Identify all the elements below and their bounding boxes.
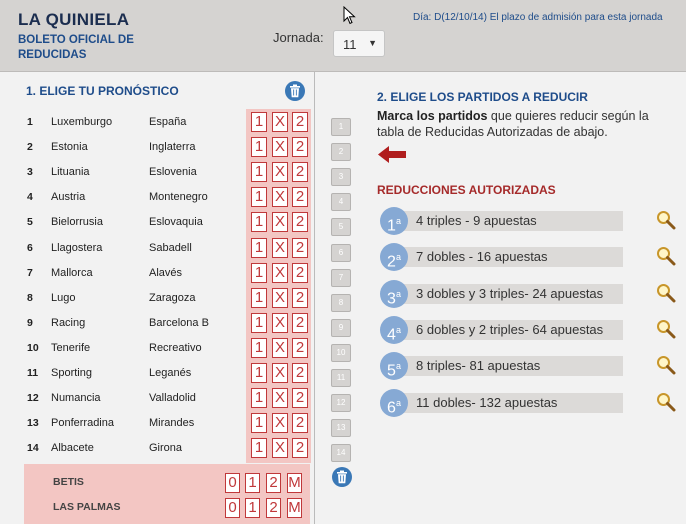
reduction-ordinal: 6 <box>387 398 396 416</box>
sign-box-1[interactable]: 1 <box>251 413 267 433</box>
reduction-label: 7 dobles - 16 apuestas <box>416 249 548 265</box>
sign-box-x[interactable]: X <box>272 363 288 383</box>
reduction-label: 6 dobles y 2 triples- 64 apuestas <box>416 321 604 337</box>
match-number: 1 <box>27 116 33 128</box>
sign-box-2[interactable]: 2 <box>292 162 308 182</box>
sign-box-2[interactable]: 2 <box>292 112 308 132</box>
match-row <box>0 134 246 159</box>
match-row <box>0 109 246 134</box>
reduce-match-button[interactable]: 7 <box>331 269 351 287</box>
pleno-team-home: BETIS <box>53 476 84 488</box>
reduce-match-button[interactable]: 12 <box>331 394 351 412</box>
match-row <box>0 285 246 310</box>
reduce-match-button[interactable]: 11 <box>331 369 351 387</box>
reduction-ordinal-suffix: a <box>395 324 401 335</box>
sign-box-1[interactable]: 1 <box>251 238 267 258</box>
match-number: 11 <box>27 367 39 379</box>
reduction-label: 4 triples - 9 apuestas <box>416 213 537 228</box>
match-row <box>0 410 246 435</box>
reduction-ordinal: 2 <box>387 253 396 271</box>
reduce-match-button[interactable]: 10 <box>331 344 351 362</box>
match-row <box>0 435 246 460</box>
app-subtitle: BOLETO OFICIAL DE REDUCIDAS <box>18 34 134 61</box>
magnifier-icon[interactable] <box>656 210 676 230</box>
match-row <box>0 209 246 234</box>
reduce-match-button[interactable]: 8 <box>331 294 351 312</box>
pleno-sign-box-0[interactable]: 0 <box>225 473 240 493</box>
trash-icon[interactable] <box>285 81 305 101</box>
match-number: 7 <box>27 266 33 279</box>
sign-box-1[interactable]: 1 <box>251 187 267 207</box>
sign-box-1[interactable]: 1 <box>251 313 267 333</box>
sign-box-2[interactable]: 2 <box>292 187 308 207</box>
sign-box-1[interactable]: 1 <box>251 388 267 408</box>
header <box>0 0 686 72</box>
reduction-ordinal-suffix: a <box>395 216 401 226</box>
trash-icon[interactable] <box>332 467 352 487</box>
sign-box-x[interactable]: X <box>272 438 288 458</box>
reduction-option[interactable] <box>380 245 680 271</box>
section2-description <box>377 108 677 140</box>
sign-box-2[interactable]: 2 <box>292 438 308 458</box>
sign-box-x[interactable]: X <box>272 288 288 308</box>
away-team: Girona <box>149 442 183 455</box>
match-number: 9 <box>27 316 33 329</box>
match-number: 2 <box>27 141 33 154</box>
match-number: 5 <box>27 216 33 229</box>
home-team: Mallorca <box>51 266 93 279</box>
jornada-label: Jornada: <box>273 30 324 45</box>
section1-title: 1. ELIGE TU PRONÓSTICO <box>26 84 179 98</box>
match-number: 12 <box>27 392 39 405</box>
match-number: 10 <box>27 341 39 354</box>
magnifier-icon[interactable] <box>656 246 676 266</box>
reduction-ordinal-suffix: a <box>395 252 401 263</box>
pleno-team-away: LAS PALMAS <box>53 501 121 513</box>
away-team: Inglaterra <box>149 141 196 154</box>
section2-desc-bold: Marca los partidos <box>377 109 488 123</box>
reduce-match-button[interactable]: 13 <box>331 419 351 437</box>
magnifier-icon[interactable] <box>656 319 676 339</box>
sign-box-1[interactable]: 1 <box>251 438 267 458</box>
match-number: 4 <box>27 191 33 204</box>
reduction-ordinal-suffix: a <box>395 397 401 408</box>
away-team: Recreativo <box>149 341 202 354</box>
reduction-label: 3 dobles y 3 triples- 24 apuestas <box>416 285 604 301</box>
sign-box-2[interactable]: 2 <box>292 363 308 383</box>
reduction-ordinal: 5 <box>387 362 396 380</box>
match-row <box>0 310 246 335</box>
sign-box-1[interactable]: 1 <box>251 363 267 383</box>
home-team: Lituania <box>51 166 90 179</box>
home-team: Sporting <box>51 367 92 379</box>
away-team: Montenegro <box>149 191 208 204</box>
home-team: Lugo <box>51 291 76 304</box>
magnifier-icon[interactable] <box>656 392 676 412</box>
away-team: Barcelona B <box>149 316 209 329</box>
pleno-sign-box-2[interactable]: 2 <box>266 473 281 493</box>
home-team: Austria <box>51 191 86 204</box>
reduction-label: 11 dobles- 132 apuestas <box>416 394 558 410</box>
match-row <box>0 235 246 260</box>
away-team: Mirandes <box>149 417 195 430</box>
sign-box-1[interactable]: 1 <box>251 338 267 358</box>
left-arrow-icon <box>378 146 407 163</box>
reduction-option[interactable] <box>380 354 680 380</box>
match-row <box>0 260 246 285</box>
home-team: Llagostera <box>51 241 103 254</box>
sign-box-2[interactable]: 2 <box>292 338 308 358</box>
sign-box-1[interactable]: 1 <box>251 112 267 132</box>
match-row <box>0 184 246 209</box>
reduce-match-button[interactable]: 3 <box>331 168 351 186</box>
sign-box-2[interactable]: 2 <box>292 413 308 433</box>
chevron-down-icon: ▼ <box>368 38 377 48</box>
sign-box-x[interactable]: X <box>272 137 288 157</box>
magnifier-icon[interactable] <box>656 355 676 375</box>
home-team: Estonia <box>51 141 88 154</box>
sign-box-1[interactable]: 1 <box>251 162 267 182</box>
sign-box-2[interactable]: 2 <box>292 313 308 333</box>
away-team: Zaragoza <box>149 291 196 304</box>
section3-title: REDUCCIONES AUTORIZADAS <box>377 183 556 197</box>
reduction-label: 8 triples- 81 apuestas <box>416 358 541 374</box>
home-team: Bielorrusia <box>51 216 103 229</box>
sign-box-1[interactable]: 1 <box>251 263 267 283</box>
reduction-ordinal-badge <box>380 280 408 308</box>
sign-box-1[interactable]: 1 <box>251 288 267 308</box>
home-team: Albacete <box>51 442 94 455</box>
match-number: 14 <box>27 442 39 455</box>
reduce-match-button[interactable]: 6 <box>331 244 351 262</box>
deadline-notice: Día: D(12/10/14) El plazo de admisión para esta jornada <box>413 12 663 23</box>
jornada-select[interactable] <box>333 30 385 57</box>
match-row <box>0 360 246 385</box>
sign-box-x[interactable]: X <box>272 162 288 182</box>
match-row <box>0 385 246 410</box>
reduce-match-button[interactable]: 14 <box>331 444 351 462</box>
away-team: Eslovaquia <box>149 216 203 229</box>
away-team: España <box>149 116 187 128</box>
reduction-option[interactable] <box>380 391 680 417</box>
match-number: 13 <box>27 417 39 430</box>
reduction-ordinal: 3 <box>387 289 396 307</box>
section2-desc-rest: que quieres reducir según la tabla de Reducidas Autorizadas de abajo. <box>377 109 649 139</box>
match-row <box>0 335 246 360</box>
sign-box-1[interactable]: 1 <box>251 137 267 157</box>
reduction-ordinal: 4 <box>387 326 396 344</box>
sign-box-2[interactable]: 2 <box>292 263 308 283</box>
home-team: Ponferradina <box>51 417 114 430</box>
home-team: Tenerife <box>51 341 91 354</box>
app-title: LA QUINIELA <box>18 10 130 29</box>
sign-box-x[interactable]: X <box>272 112 288 132</box>
panel-divider <box>314 72 315 524</box>
jornada-value: 11 <box>343 37 357 52</box>
pleno-sign-box-1[interactable]: 1 <box>245 498 260 518</box>
sign-box-1[interactable]: 1 <box>251 212 267 232</box>
away-team: Alavés <box>149 266 183 279</box>
away-team: Valladolid <box>149 392 196 405</box>
home-team: Numancia <box>51 392 101 405</box>
pleno-sign-box-1[interactable]: 1 <box>245 473 260 493</box>
reduction-ordinal-badge <box>380 316 408 344</box>
home-team: Luxemburgo <box>51 116 113 128</box>
mouse-cursor-icon <box>343 6 356 25</box>
reduce-match-button[interactable]: 1 <box>331 118 351 136</box>
reduction-ordinal-badge <box>380 207 408 235</box>
reduce-match-button[interactable]: 2 <box>331 143 351 161</box>
match-number: 3 <box>27 166 33 179</box>
reduction-option[interactable] <box>380 318 680 344</box>
reduction-ordinal-suffix: a <box>395 361 401 372</box>
sign-box-x[interactable]: X <box>272 413 288 433</box>
pleno-sign-box-m[interactable]: M <box>288 474 301 491</box>
reduction-ordinal-suffix: a <box>395 288 401 299</box>
pleno-sign-box-2[interactable]: 2 <box>266 498 281 518</box>
pleno-sign-box-0[interactable]: 0 <box>225 498 240 518</box>
away-team: Leganés <box>149 367 192 379</box>
sign-box-x[interactable]: X <box>272 338 288 358</box>
sign-box-x[interactable]: X <box>272 313 288 333</box>
sign-box-x[interactable]: X <box>272 187 288 207</box>
sign-box-x[interactable]: X <box>272 212 288 232</box>
reduce-match-button[interactable]: 9 <box>331 319 351 337</box>
reduce-match-button[interactable]: 5 <box>331 218 351 236</box>
reduction-ordinal: 1 <box>387 217 396 235</box>
reduce-match-button[interactable]: 4 <box>331 193 351 211</box>
sign-box-2[interactable]: 2 <box>292 388 308 408</box>
reduction-option[interactable] <box>380 209 680 235</box>
pleno-sign-box-m[interactable]: M <box>288 499 301 516</box>
sign-box-2[interactable]: 2 <box>292 288 308 308</box>
match-row <box>0 159 246 184</box>
reduction-option[interactable] <box>380 282 680 308</box>
sign-box-x[interactable]: X <box>272 238 288 258</box>
sign-box-2[interactable]: 2 <box>292 212 308 232</box>
section2-title: 2. ELIGE LOS PARTIDOS A REDUCIR <box>377 90 588 104</box>
sign-box-2[interactable]: 2 <box>292 137 308 157</box>
home-team: Racing <box>51 316 86 329</box>
magnifier-icon[interactable] <box>656 283 676 303</box>
match-number: 6 <box>27 241 33 254</box>
reduction-ordinal-badge <box>380 352 408 380</box>
sign-box-2[interactable]: 2 <box>292 238 308 258</box>
sign-box-x[interactable]: X <box>272 263 288 283</box>
match-number: 8 <box>27 291 33 304</box>
sign-box-x[interactable]: X <box>272 388 288 408</box>
away-team: Eslovenia <box>149 166 197 179</box>
reduction-ordinal-badge <box>380 389 408 417</box>
away-team: Sabadell <box>149 241 192 254</box>
